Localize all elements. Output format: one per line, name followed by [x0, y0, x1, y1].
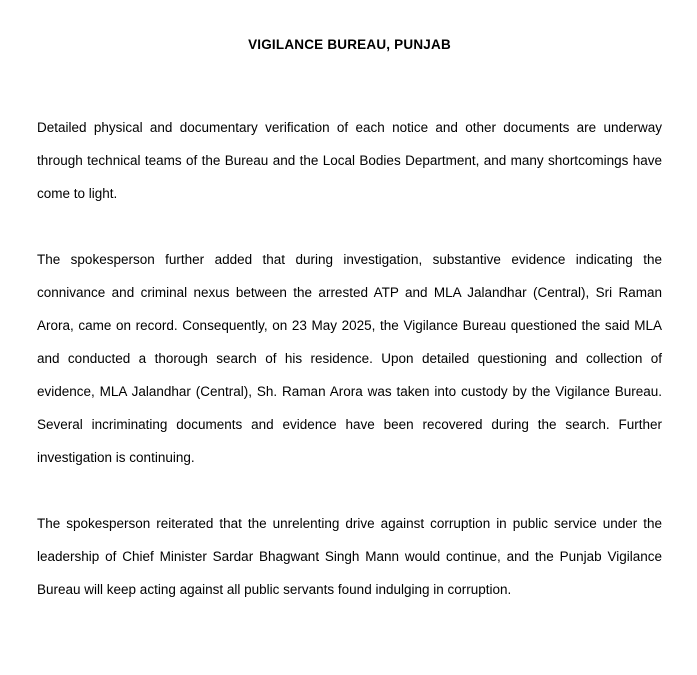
paragraph-spokesperson-statement: The spokesperson reiterated that the unrelenting drive against corruption in public service under the leadership of Chief Minister Sardar Bhagwant Singh Mann would continue, and the Punjab Vigilance Bureau will keep acting against all public servants found indulging in corruption. — [37, 516, 662, 597]
paragraph-verification-status: Detailed physical and documentary verification of each notice and other documents are underway through technical teams of the Bureau and the Local Bodies Department, and many shortcomings have come to light. — [37, 120, 662, 201]
document-body — [37, 111, 662, 606]
document-title: VIGILANCE BUREAU, PUNJAB — [248, 37, 451, 52]
paragraph-investigation-details: The spokesperson further added that during investigation, substantive evidence indicating the connivance and criminal nexus between the arrested ATP and MLA Jalandhar (Central), Sri Raman Arora, came on record. Consequently, on 23 May 2025, the Vigilance Bureau questioned the said MLA and conducted a thorough search of his residence. Upon detailed questioning and collection of evidence, MLA Jalandhar (Central), Sh. Raman Arora was taken into custody by the Vigilance Bureau. Several incriminating documents and evidence have been recovered during the search. Further investigation is continuing. — [37, 252, 662, 465]
